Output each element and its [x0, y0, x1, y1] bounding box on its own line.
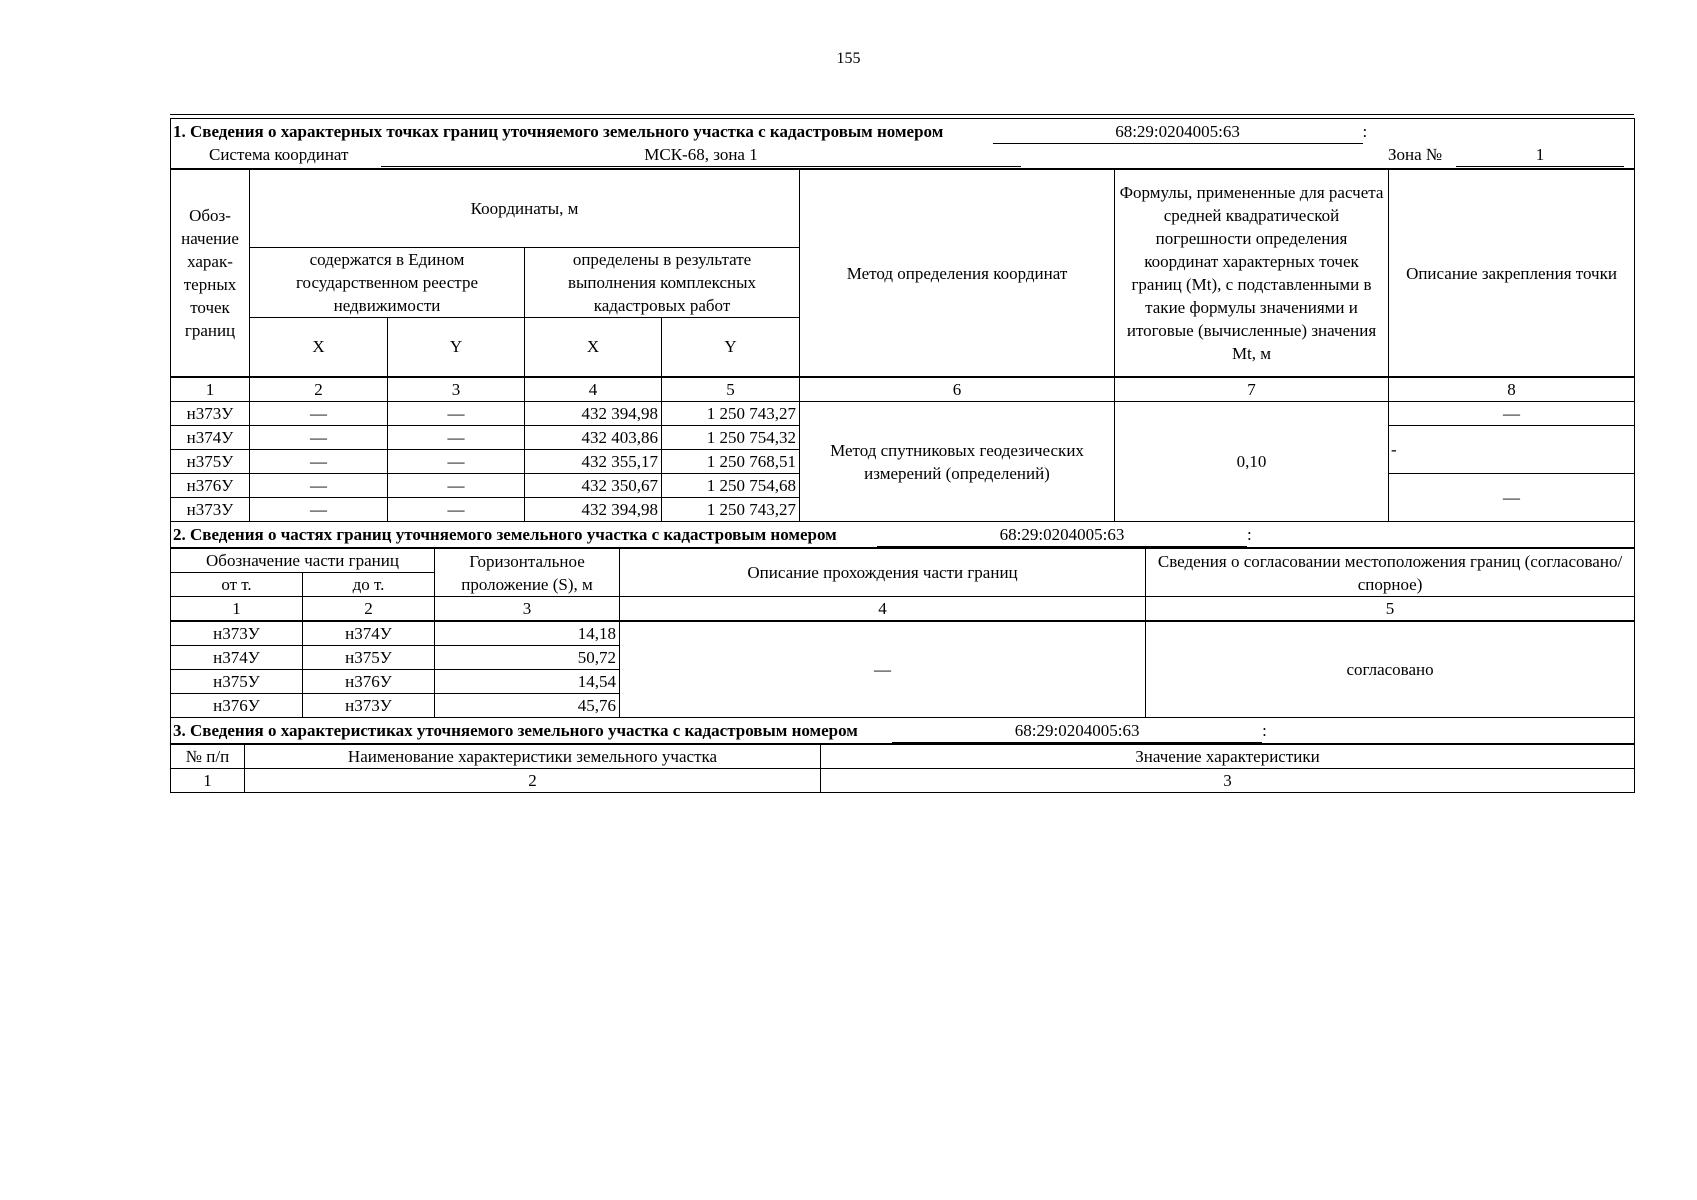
hdr-part-designation: Обозначение части границ — [171, 548, 435, 573]
reg-y: — — [388, 450, 525, 474]
col-number: 1 — [171, 377, 250, 402]
mt-value: 0,10 — [1115, 402, 1389, 522]
point-name: н375У — [171, 450, 250, 474]
hdr-to: до т. — [303, 573, 435, 597]
col-number: 5 — [662, 377, 800, 402]
hdr-from: от т. — [171, 573, 303, 597]
col-number: 3 — [821, 769, 1635, 793]
coord-x: 432 394,98 — [525, 402, 662, 426]
section2-col-numbers — [171, 597, 1635, 622]
col-number: 7 — [1115, 377, 1389, 402]
fixing-value: — — [1389, 402, 1635, 426]
part-length: 14,18 — [435, 621, 620, 646]
table-row — [171, 621, 1635, 646]
hdr-det-y: Y — [662, 317, 800, 377]
coord-x: 432 403,86 — [525, 426, 662, 450]
reg-x: — — [250, 450, 388, 474]
section2-title: 2. Сведения о частях границ уточняемого земельного участка с кадастровым номером — [173, 525, 837, 544]
point-name: н374У — [171, 426, 250, 450]
coord-x: 432 355,17 — [525, 450, 662, 474]
part-length: 45,76 — [435, 694, 620, 718]
part-description: — — [620, 621, 1146, 718]
col-number: 6 — [800, 377, 1115, 402]
part-to: н375У — [303, 646, 435, 670]
section2-cadastral-number: 68:29:0204005:63 — [877, 523, 1247, 547]
col-number: 2 — [245, 769, 821, 793]
section2-colon: : — [1247, 525, 1252, 544]
coord-y: 1 250 743,27 — [662, 498, 800, 522]
coord-x: 432 394,98 — [525, 498, 662, 522]
hdr-reg-y: Y — [388, 317, 525, 377]
coord-system-line — [173, 144, 1632, 168]
reg-y: — — [388, 498, 525, 522]
hdr-point-designation: Обоз-начение харак-терных точек границ — [171, 169, 250, 377]
hdr-determined: определены в результате выполнения комплексных кадастровых работ — [525, 247, 800, 317]
hdr-in-registry: содержатся в Едином государственном реестре недвижимости — [250, 247, 525, 317]
part-to: н374У — [303, 621, 435, 646]
part-from: н376У — [171, 694, 303, 718]
hdr-num: № п/п — [171, 744, 245, 769]
part-from: н374У — [171, 646, 303, 670]
hdr-reg-x: X — [250, 317, 388, 377]
reg-x: — — [250, 426, 388, 450]
zone-value: 1 — [1456, 144, 1624, 167]
hdr-coordinates: Координаты, м — [250, 169, 800, 247]
hdr-method: Метод определения координат — [800, 169, 1115, 377]
col-number: 2 — [303, 597, 435, 622]
reg-y: — — [388, 402, 525, 426]
part-agreement: согласовано — [1146, 621, 1635, 718]
part-to: н376У — [303, 670, 435, 694]
col-number: 3 — [435, 597, 620, 622]
reg-x: — — [250, 498, 388, 522]
col-number: 3 — [388, 377, 525, 402]
part-length: 14,54 — [435, 670, 620, 694]
part-to: н373У — [303, 694, 435, 718]
fixing-value: - — [1389, 426, 1635, 474]
cadastral-form — [170, 114, 1634, 793]
section1-cadastral-number: 68:29:0204005:63 — [993, 121, 1363, 144]
col-number: 1 — [171, 597, 303, 622]
col-number: 2 — [250, 377, 388, 402]
hdr-description: Описание прохождения части границ — [620, 548, 1146, 597]
col-number: 5 — [1146, 597, 1635, 622]
hdr-fixing: Описание закрепления точки — [1389, 169, 1635, 377]
hdr-char-value: Значение характеристики — [821, 744, 1635, 769]
coord-y: 1 250 743,27 — [662, 402, 800, 426]
point-name: н376У — [171, 474, 250, 498]
hdr-agreement: Сведения о согласовании местоположения границ (согласовано/спорное) — [1146, 548, 1635, 597]
section1-heading — [173, 121, 1632, 144]
point-name: н373У — [171, 402, 250, 426]
zone-label: Зона № — [1388, 145, 1443, 164]
coord-system-label: Система координат — [209, 145, 349, 164]
point-name: н373У — [171, 498, 250, 522]
section2-table — [170, 522, 1635, 718]
coord-y: 1 250 754,68 — [662, 474, 800, 498]
section1-title: 1. Сведения о характерных точках границ уточняемого земельного участка с кадастровым номером — [173, 122, 944, 141]
col-number: 1 — [171, 769, 245, 793]
hdr-char-name: Наименование характеристики земельного участка — [245, 744, 821, 769]
hdr-horizontal: Горизонтальное проложение (S), м — [435, 548, 620, 597]
method-value: Метод спутниковых геодезических измерений (определений) — [800, 402, 1115, 522]
section3-cadastral-number: 68:29:0204005:63 — [892, 719, 1262, 743]
table-row — [171, 402, 1635, 426]
hdr-det-x: X — [525, 317, 662, 377]
section3-col-numbers — [171, 769, 1635, 793]
part-length: 50,72 — [435, 646, 620, 670]
part-from: н373У — [171, 621, 303, 646]
col-number: 4 — [620, 597, 1146, 622]
col-number: 8 — [1389, 377, 1635, 402]
section3-table — [170, 718, 1635, 793]
section3-colon: : — [1262, 721, 1267, 740]
section1-col-numbers — [171, 377, 1635, 402]
reg-x: — — [250, 474, 388, 498]
coord-system-value: МСК-68, зона 1 — [381, 144, 1021, 167]
reg-x: — — [250, 402, 388, 426]
section1-colon: : — [1362, 122, 1368, 141]
reg-y: — — [388, 426, 525, 450]
part-from: н375У — [171, 670, 303, 694]
col-number: 4 — [525, 377, 662, 402]
coord-x: 432 350,67 — [525, 474, 662, 498]
fixing-value: — — [1389, 474, 1635, 522]
section3-title: 3. Сведения о характеристиках уточняемого земельного участка с кадастровым номером — [173, 721, 858, 740]
section1-table — [170, 118, 1635, 522]
coord-y: 1 250 768,51 — [662, 450, 800, 474]
hdr-formulas: Формулы, примененные для расчета средней квадратической погрешности определения координат характерных точек границ (Mt), с подставленными в такие формулы значениями и итоговые (вычисленные) значения Mt, м — [1115, 169, 1389, 377]
coord-y: 1 250 754,32 — [662, 426, 800, 450]
page-number: 155 — [836, 50, 861, 67]
reg-y: — — [388, 474, 525, 498]
